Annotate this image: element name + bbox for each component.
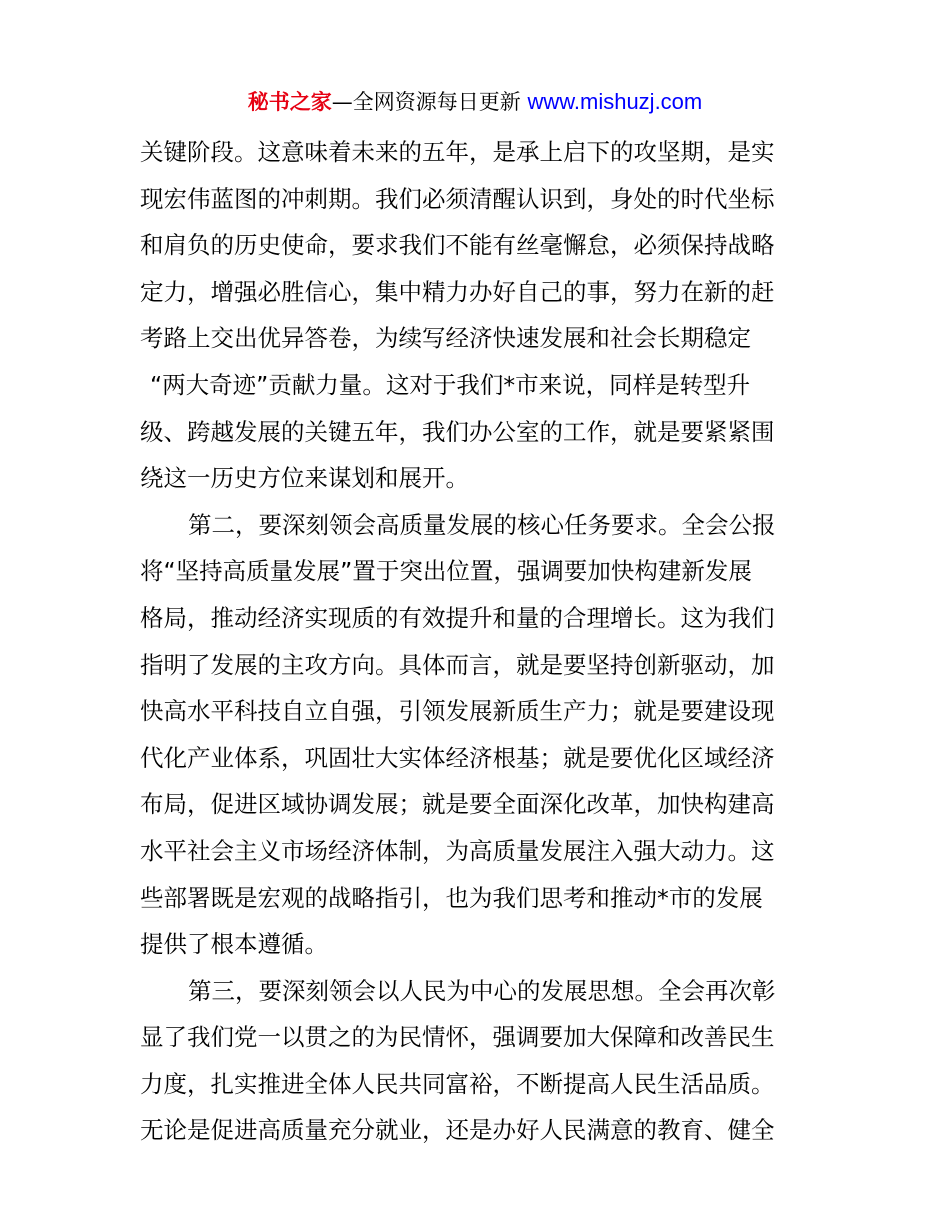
header-tagline: —全网资源每日更新: [331, 90, 528, 114]
body-line: 绕这一历史方位来谋划和展开。: [140, 464, 469, 493]
paragraph-start-line: 第三，要深刻领会以人民为中心的发展思想。全会再次彰: [188, 976, 776, 1005]
paragraph-start-line: 第二，要深刻领会高质量发展的核心任务要求。全会公报: [188, 510, 776, 539]
body-line: 关键阶段。这意味着未来的五年，是承上启下的攻坚期，是实: [140, 138, 775, 166]
site-url-link[interactable]: www.mishuzj.com: [527, 89, 703, 114]
body-line: 水平社会主义市场经济体制，为高质量发展注入强大动力。这: [140, 836, 775, 865]
body-line: 和肩负的历史使命，要求我们不能有丝毫懈怠，必须保持战略: [140, 231, 775, 260]
body-line: 无论是促进高质量充分就业，还是办好人民满意的教育、健全: [140, 1116, 775, 1145]
document-header: [0, 86, 950, 118]
body-line: 定力，增强必胜信心，集中精力办好自己的事，努力在新的赶: [140, 277, 775, 306]
body-line: 代化产业体系，巩固壮大实体经济根基；就是要优化区域经济: [140, 743, 775, 772]
body-line: 显了我们党一以贯之的为民情怀，强调要加大保障和改善民生: [140, 1023, 775, 1052]
document-body: [140, 129, 820, 1154]
body-line: 考路上交出优异答卷，为续写经济快速发展和社会长期稳定: [140, 324, 751, 353]
body-line: 布局，促进区域协调发展；就是要全面深化改革，加快构建高: [140, 790, 775, 819]
body-line: 现宏伟蓝图的冲刺期。我们必须清醒认识到，身处的时代坐标: [140, 184, 775, 213]
body-line: 指明了发展的主攻方向。具体而言，就是要坚持创新驱动，加: [140, 650, 775, 679]
body-line: 力度，扎实推进全体人民共同富裕，不断提高人民生活品质。: [140, 1069, 775, 1098]
body-line: 级、跨越发展的关键五年，我们办公室的工作，就是要紧紧围: [140, 417, 775, 446]
brand-name: 秘书之家: [247, 90, 332, 114]
body-line: 些部署既是宏观的战略指引，也为我们思考和推动*市的发展: [140, 883, 763, 912]
body-line: 提供了根本遵循。: [140, 930, 328, 959]
body-line: 格局，推动经济实现质的有效提升和量的合理增长。这为我们: [140, 603, 775, 632]
body-line: 快高水平科技自立自强，引领发展新质生产力；就是要建设现: [140, 697, 775, 726]
body-line: 将“坚持高质量发展”置于突出位置，强调要加快构建新发展: [140, 557, 752, 586]
body-line: “两大奇迹”贡献力量。这对于我们*市来说，同样是转型升: [150, 370, 751, 399]
